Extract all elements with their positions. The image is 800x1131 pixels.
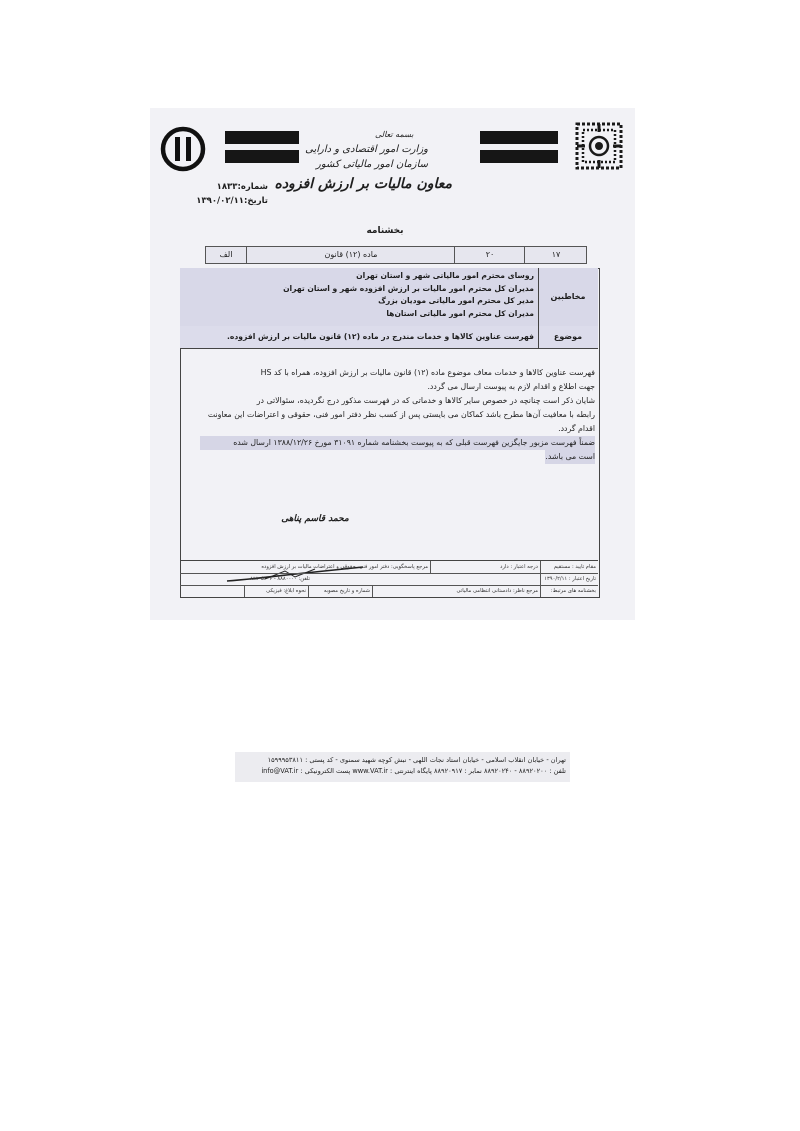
ref-cell: ماده (۱۲) قانون bbox=[246, 247, 455, 263]
emblem-text: بسمه تعالی bbox=[375, 130, 414, 139]
signature: محمد قاسم پناهی bbox=[281, 514, 349, 524]
body-line: رابطه با معافیت آن‌ها مطرح باشد کماکان می بایستی پس از کسب نظر دفتر امور فنی، حقوقی و اعتراضات این معاونت bbox=[207, 410, 595, 419]
page-footer bbox=[235, 752, 570, 782]
addressee: مدیران کل محترم امور مالیاتی استان‌ها bbox=[386, 308, 534, 318]
organization-name: سازمان امور مالیاتی کشور bbox=[316, 159, 428, 170]
addressee: روسای محترم امور مالیاتی شهر و استان تهران bbox=[356, 271, 534, 280]
circular-title: بخشنامه bbox=[366, 226, 404, 236]
letter-number: شماره:۱۸۳۳ bbox=[216, 182, 268, 192]
addressee: مدیران کل محترم امور مالیات بر ارزش افزوده شهر و استان تهران bbox=[283, 283, 534, 293]
reference-bar bbox=[205, 246, 587, 264]
letter-date: تاریخ:۱۳۹۰/۰۲/۱۱ bbox=[196, 196, 268, 206]
ministry-name: وزارت امور اقتصادی و دارایی bbox=[305, 144, 428, 155]
meta-cell: نحوه ابلاغ: فیزیکی bbox=[266, 588, 306, 594]
body-line: است می باشد. bbox=[545, 450, 595, 464]
redaction-bar bbox=[480, 131, 558, 144]
footer-contact: تلفن : ۸۸۹۲۰۲۰۰ - ۸۸۹۲۰۲۴۰ نمابر : ۸۸۹۲۰۹۱۷ پایگاه اینترنتی : www.VAT.ir پست الکترونیکی : info@VAT.ir bbox=[261, 767, 566, 775]
redaction-bar bbox=[225, 131, 299, 144]
ministry-logo bbox=[160, 126, 206, 172]
redaction-bar bbox=[225, 150, 299, 163]
body-line: اقدام گردد. bbox=[558, 424, 595, 433]
meta-cell: درجه اعتبار : دارد bbox=[500, 564, 538, 570]
meta-cell: مقام تایید : مستقیم bbox=[553, 564, 596, 570]
body-line: جهت اطلاع و اقدام لازم به پیوست ارسال می گردد. bbox=[427, 382, 595, 391]
tax-organization-logo bbox=[575, 122, 623, 170]
body-line: فهرست عناوین کالاها و خدمات معاف موضوع ماده (۱۲) قانون مالیات بر ارزش افزوده، همراه با کد HS bbox=[260, 368, 595, 377]
ref-cell: ۲۰ bbox=[454, 247, 525, 263]
meta-cell: مرجع ناظر: دادستانی انتظامی مالیاتی bbox=[456, 588, 538, 594]
deputy-title: معاون مالیات بر ارزش افزوده bbox=[274, 176, 452, 192]
body-line: ضمناً فهرست مزبور جایگزین فهرست قبلی که به پیوست بخشنامه شماره ۳۱۰۹۱ مورخ ۱۳۸۸/۱۲/۲۶ ارسال شده bbox=[200, 436, 595, 450]
subject-label: موضوع bbox=[553, 332, 583, 341]
redaction-bar bbox=[480, 150, 558, 163]
meta-cell: مرجع پاسخگویی: دفتر امور فنی، حقوقی و اعتراضات مالیات بر ارزش افزوده bbox=[261, 564, 428, 570]
addressees-label: مخاطبین bbox=[550, 292, 586, 301]
meta-cell: تاریخ اعتبار : ۱۳۹۰/۲/۱۱ bbox=[544, 576, 596, 582]
meta-cell: بخشنامه های مرتبط: bbox=[550, 588, 596, 594]
ref-cell: ۱۷ bbox=[524, 247, 587, 263]
addressees-list bbox=[250, 270, 534, 320]
addressee: مدیر کل محترم امور مالیاتی مودیان بزرگ bbox=[378, 296, 534, 305]
footer-address: تهران - خیابان انقلاب اسلامی - خیابان استاد نجات اللهی - نبش کوچه شهید سمنوی - کد پستی : ۱۵۹۹۹۵۳۸۱۱ bbox=[267, 756, 566, 764]
meta-cell: شماره و تاریخ مصوبه bbox=[323, 588, 370, 594]
ref-cell: الف bbox=[219, 250, 233, 259]
metadata-grid bbox=[180, 560, 598, 597]
subject-text: فهرست عناوین کالاها و خدمات مندرج در ماده (۱۲) قانون مالیات بر ارزش افزوده. bbox=[227, 332, 534, 341]
column-divider bbox=[538, 268, 539, 348]
meta-cell: تلفن: ۸۸۸۰۰۰۰ - ۸۸۸۰۵۶۰۶ bbox=[249, 576, 310, 582]
body-line: شایان ذکر است چنانچه در خصوص سایر کالاها و خدماتی که در فهرست مذکور درج نگردیده، سئوالاتی در bbox=[256, 396, 595, 405]
letter-body bbox=[200, 366, 595, 464]
